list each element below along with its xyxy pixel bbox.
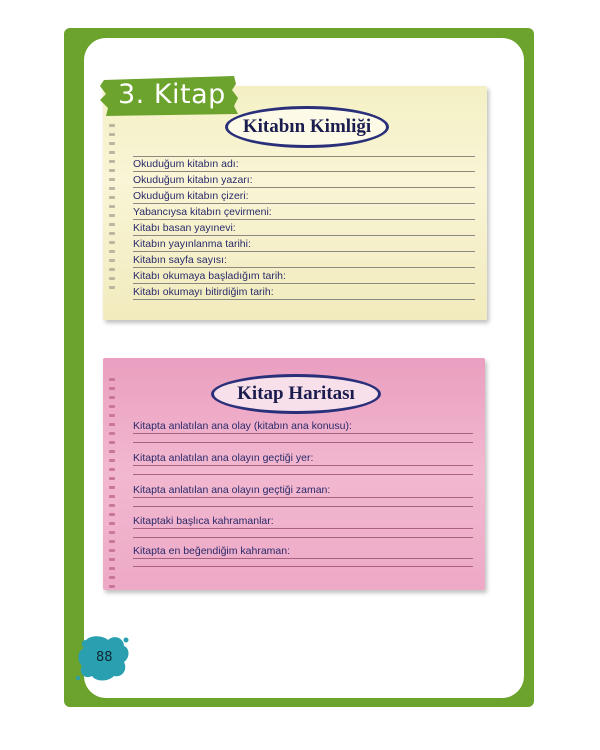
field-main-event[interactable]: Kitapta anlatılan ana olay (kitabın ana konusu):	[133, 420, 473, 434]
field-finish-date[interactable]: Kitabı okumayı bitirdiğim tarih:	[133, 286, 475, 300]
field-event-place[interactable]: Kitapta anlatılan ana olayın geçtiği yer:	[133, 452, 473, 466]
field-main-characters[interactable]: Kitaptaki başlıca kahramanlar:	[133, 515, 473, 529]
book-identity-heading: Kitabın Kimliği	[242, 116, 372, 137]
blank-line[interactable]	[133, 506, 473, 507]
field-favorite-character[interactable]: Kitapta en beğendiğim kahraman:	[133, 545, 473, 559]
spiral-binding	[109, 378, 117, 594]
field-start-date[interactable]: Kitabı okumaya başladığım tarih:	[133, 270, 475, 284]
page-number: 88	[96, 650, 113, 665]
book-identity-card	[103, 86, 487, 320]
spiral-binding	[109, 124, 117, 295]
chapter-title: 3. Kitap	[118, 79, 226, 110]
field-publisher[interactable]: Kitabı basan yayınevi:	[133, 222, 475, 236]
blank-line[interactable]	[133, 566, 473, 567]
page-number-badge	[74, 632, 132, 684]
field-publish-date[interactable]: Kitabın yayınlanma tarihi:	[133, 238, 475, 252]
field-illustrator[interactable]: Okuduğum kitabın çizeri:	[133, 190, 475, 204]
blank-line[interactable]	[133, 474, 473, 475]
field-event-time[interactable]: Kitapta anlatılan ana olayın geçtiği zaman:	[133, 484, 473, 498]
book-map-heading: Kitap Haritası	[237, 383, 355, 404]
chapter-tab	[98, 74, 240, 118]
field-page-count[interactable]: Kitabın sayfa sayısı:	[133, 254, 475, 268]
blank-line[interactable]	[133, 537, 473, 538]
blank-line[interactable]	[133, 442, 473, 443]
blank-line[interactable]	[133, 146, 475, 157]
field-author[interactable]: Okuduğum kitabın yazarı:	[133, 174, 475, 188]
field-book-name[interactable]: Okuduğum kitabın adı:	[133, 158, 475, 172]
book-map-heading-badge	[211, 374, 381, 414]
field-translator[interactable]: Yabancıysa kitabın çevirmeni:	[133, 206, 475, 220]
book-identity-heading-badge	[225, 106, 389, 148]
book-map-card	[103, 358, 485, 590]
